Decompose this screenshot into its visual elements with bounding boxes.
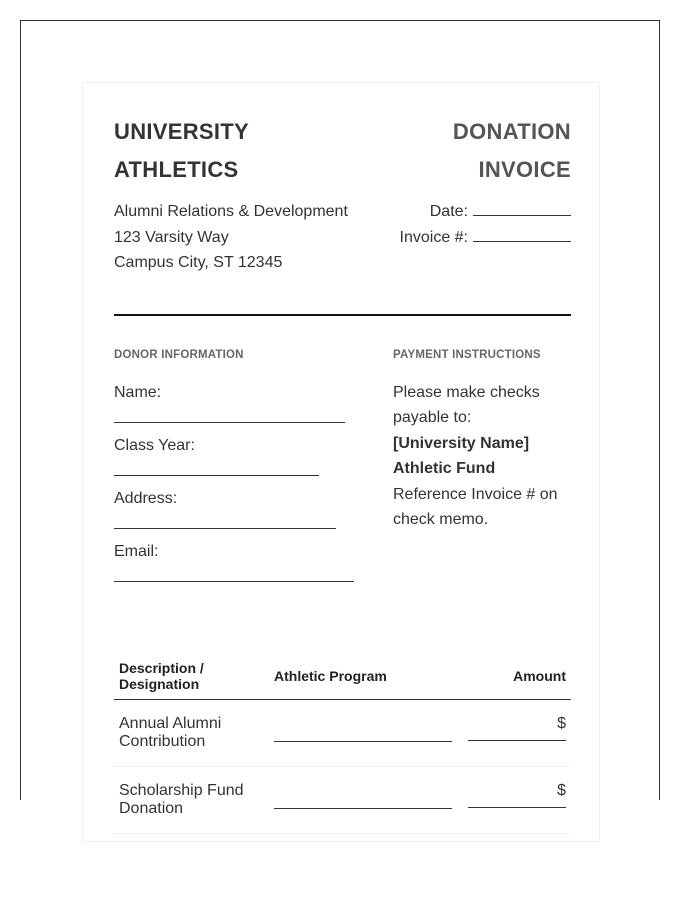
row-amount-cell [459,782,571,833]
program-field[interactable] [274,807,452,809]
date-label: Date: [429,203,468,220]
row-description: Annual Alumni Contribution [119,715,222,750]
invoice-number-field[interactable] [473,227,571,242]
payee-name-line1: [University Name] [393,434,530,452]
invoice-meta [400,199,571,276]
street-text: 123 Varsity Way [114,228,229,246]
header-divider [114,314,571,316]
invoice-document [82,82,600,842]
invoice-header [114,83,571,189]
invoice-title [453,113,571,189]
invoice-subheader [114,199,571,276]
donation-table [114,652,571,834]
email-label: Email: [114,542,159,560]
table-row [114,767,571,834]
invoice-content [114,83,571,817]
invoice-number-label: Invoice #: [399,228,468,246]
donor-information [114,347,359,595]
organization-name-line2: ATHLETICS [114,157,239,182]
class-year-field[interactable] [114,462,319,476]
row-description: Scholarship Fund Donation [119,782,244,817]
date-row [400,199,571,225]
name-field[interactable] [114,409,345,423]
date-field[interactable] [473,201,571,216]
organization-address [114,199,348,276]
payment-reference-note: Reference Invoice # on check memo. [393,485,558,528]
payment-section-label: PAYMENT INSTRUCTIONS [393,348,541,361]
payment-instructions [393,347,571,595]
city-text: Campus City, ST 12345 [114,254,283,271]
address-field[interactable] [114,515,336,529]
payment-text [393,380,571,533]
invoice-title-line2: INVOICE [478,157,571,182]
header-description: Description / Designation [119,659,204,692]
department-text: Alumni Relations & Development [114,203,348,220]
row-program-cell [264,715,459,766]
header-amount: Amount [513,667,566,684]
invoice-number-row [400,225,571,251]
donor-section-label: DONOR INFORMATION [114,348,244,361]
payment-intro: Please make checks payable to: [393,383,540,426]
row-program-cell [264,782,459,833]
amount-field[interactable] [468,806,566,808]
amount-field[interactable] [468,739,566,741]
page-frame [20,20,660,817]
table-row [114,700,571,767]
info-section [114,347,571,595]
email-field[interactable] [114,568,354,582]
name-label: Name: [114,383,162,401]
organization-name [114,113,249,189]
header-program: Athletic Program [274,667,387,684]
address-label: Address: [114,489,178,507]
row-amount-cell [459,715,571,766]
invoice-title-line1: DONATION [452,119,571,144]
class-year-label: Class Year: [114,436,195,454]
table-header [114,652,571,700]
currency-symbol: $ [557,782,566,799]
program-field[interactable] [274,740,452,742]
payee-name-line2: Athletic Fund [393,460,496,477]
currency-symbol: $ [557,715,566,732]
organization-name-line1: UNIVERSITY [114,119,250,144]
